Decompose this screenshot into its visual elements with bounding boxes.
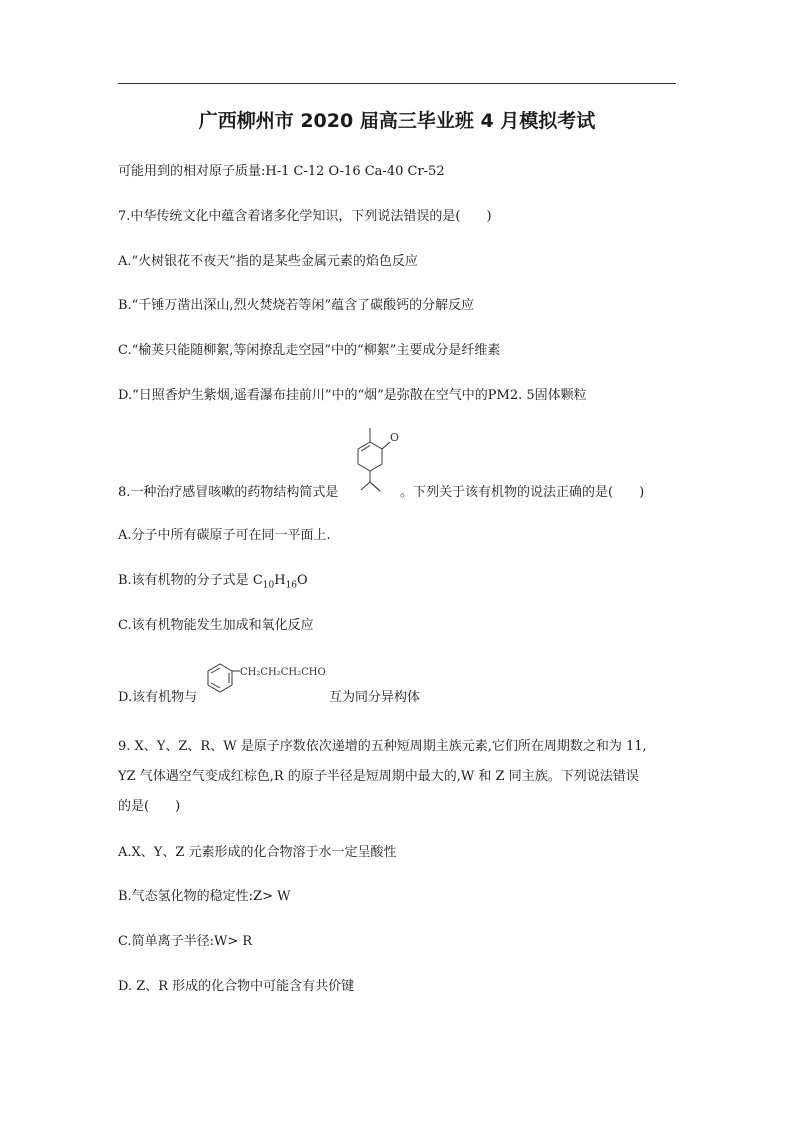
header-rule xyxy=(118,83,676,84)
q8-option-b xyxy=(118,569,308,591)
q9-option-d: D. Z、R 形成的化合物中可能含有共价键 xyxy=(118,979,355,994)
q8-formula-sub-c: 10 xyxy=(262,580,275,591)
phenylbutanal-structure-diagram xyxy=(202,660,342,700)
q7-option-b: B.“千锤万凿出深山,烈火焚烧若等闲”蕴含了碳酸钙的分解反应 xyxy=(118,298,475,313)
chain-label: CH₂CH₂CH₂CHO xyxy=(240,667,326,678)
q9-option-a: A.X、Y、Z 元素形成的化合物溶于水一定呈酸性 xyxy=(118,845,397,860)
q8-stem-before: 8.一种治疗感冒咳嗽的药物结构简式是 xyxy=(118,485,339,500)
q8-option-d-suffix: 互为同分异构体 xyxy=(329,690,421,705)
q7-option-c: C.“榆荚只能随柳絮,等闲撩乱走空园”中的“柳絮”主要成分是纤维素 xyxy=(118,343,501,358)
q9-stem-line1: 9. X、Y、Z、R、W 是原子序数依次递增的五种短周期主族元素,它们所在周期数之和为 11, xyxy=(118,739,647,754)
q8-option-d-prefix: D.该有机物与 xyxy=(118,690,198,705)
structure-oxygen-label: O xyxy=(390,431,400,444)
q8-formula-o: O xyxy=(297,573,308,588)
carvone-structure-diagram xyxy=(350,424,400,504)
q8-formula-h: H xyxy=(274,573,286,588)
q8-option-c: C.该有机物能发生加成和氧化反应 xyxy=(118,618,314,633)
q8-formula-sub-h: 16 xyxy=(285,580,298,591)
q7-stem: 7.中华传统文化中蕴含着诸多化学知识，下列说法错误的是( ) xyxy=(118,209,492,224)
page-title: 广西柳州市 2020 届高三毕业班 4 月模拟考试 xyxy=(198,110,596,132)
q9-option-b: B.气态氢化物的稳定性:Z> W xyxy=(118,889,291,904)
q9-stem-line2: YZ 气体遇空气变成红棕色,R 的原子半径是短周期中最大的,W 和 Z 同主族。下列说法错误 xyxy=(118,769,639,784)
q7-option-a: A.“火树银花不夜天”指的是某些金属元素的焰色反应 xyxy=(118,254,418,269)
q9-option-c: C.简单离子半径:W> R xyxy=(118,934,253,949)
q7-option-d: D.“日照香炉生紫烟,遥看瀑布挂前川”中的“烟”是弥散在空气中的PM2. 5固体颗粒 xyxy=(118,388,587,403)
q8-option-a: A.分子中所有碳原子可在同一平面上. xyxy=(118,528,331,543)
q8-stem-after: 。下列关于该有机物的说法正确的是( ) xyxy=(400,485,645,500)
atomic-masses-note: 可能用到的相对原子质量:H-1 C-12 O-16 Ca-40 Cr-52 xyxy=(118,164,445,179)
q8-option-b-prefix: B.该有机物的分子式是 C xyxy=(118,573,263,588)
q9-stem-line3: 的是( ) xyxy=(118,799,181,814)
